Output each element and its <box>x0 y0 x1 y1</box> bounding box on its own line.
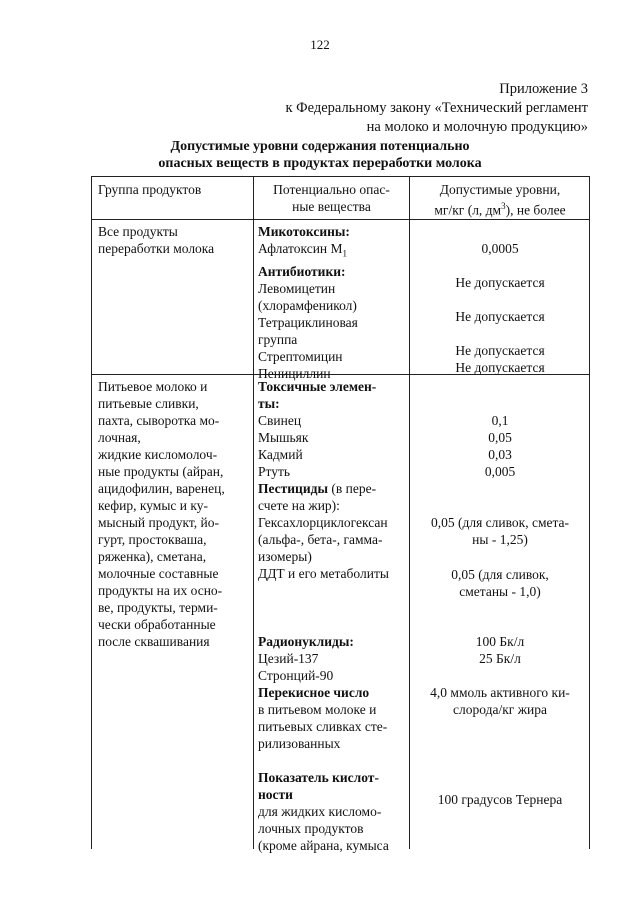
value-lead: 0,1 <box>491 413 509 428</box>
value-strontium: 25 Бк/л <box>479 651 521 666</box>
value-tetracycline: Не допускается <box>455 309 545 324</box>
row2-product-group: Питьевое молоко и питьевые сливки, пахта, сыворотка мо- лочная, жидкие кисломолоч- ные продукты (айран, ацидофилин, варенец, кефир, кумыс и ку- мысный продукт, йо- гурт, простокваша, ряженка), сметана, молочные составные продукты на их осно- ве, продукты, терми- чески обработанные после сквашивания <box>98 379 225 649</box>
column-divider-1 <box>253 177 254 849</box>
title-line-1: Допустимые уровни содержания потенциально <box>170 139 470 154</box>
row2-substances: Токсичные элемен- ты: Свинец Мышьяк Кадмий Ртуть Пестициды (в пере- счете на жир): Гексахлорциклогексан (альфа-, бета-, гамма- изомеры) ДДТ и его метаболиты Радионуклиды: Цезий-137 Стронций-90 Перекисное число в питьевом молоке и питьевых сливках сте- рилизованных Показатель кислот- ности для жидких кисломо- лочных продуктов (кроме айрана, кумыса <box>258 379 389 853</box>
header-product-group: Группа продуктов <box>98 182 202 197</box>
value-peroxide: 4,0 ммоль активного ки- слорода/кг жира <box>430 685 570 717</box>
row1-substances: Микотоксины: Афлатоксин $М_1$ Антибиотики: Левомицетин (хлорамфеникол) Тетрациклиновая группа Стрептомицин Пенициллин <box>258 224 358 381</box>
appendix-line-1: Приложение 3 <box>499 81 588 97</box>
page-number: 122 <box>310 37 330 52</box>
value-ddt: 0,05 (для сливок, сметаны - 1,0) <box>451 567 549 599</box>
appendix-reference <box>285 80 588 137</box>
value-cadmium: 0,03 <box>488 447 512 462</box>
value-streptomycin: Не допускается <box>455 343 545 358</box>
header-divider <box>92 219 589 220</box>
value-levomycetin: Не допускается <box>455 275 545 290</box>
value-mercury: 0,005 <box>484 464 516 479</box>
header-hazardous-substances: Потенциально опас- ные вещества <box>273 182 390 214</box>
value-hch: 0,05 (для сливок, смета- ны - 1,25) <box>430 515 570 547</box>
value-cesium: 100 Бк/л <box>475 634 525 649</box>
value-aflatoxin: 0,0005 <box>481 241 519 256</box>
title-line-2: опасных веществ в продуктах переработки молока <box>158 156 482 171</box>
document-title <box>0 138 640 172</box>
row1-product-group: Все продукты переработки молока <box>98 224 215 256</box>
hazard-levels-table <box>91 176 590 853</box>
appendix-line-2: к Федеральному закону «Технический регламент <box>285 100 588 116</box>
value-arsenic: 0,05 <box>488 430 512 445</box>
value-acidity: 100 градусов Тернера <box>437 792 563 807</box>
appendix-line-3: на молоко и молочную продукцию» <box>366 119 588 135</box>
header-permissible-levels: Допустимые уровни, мг/кг (л, $дм^3$), не более <box>434 182 566 218</box>
value-penicillin: Не допускается <box>455 360 545 375</box>
